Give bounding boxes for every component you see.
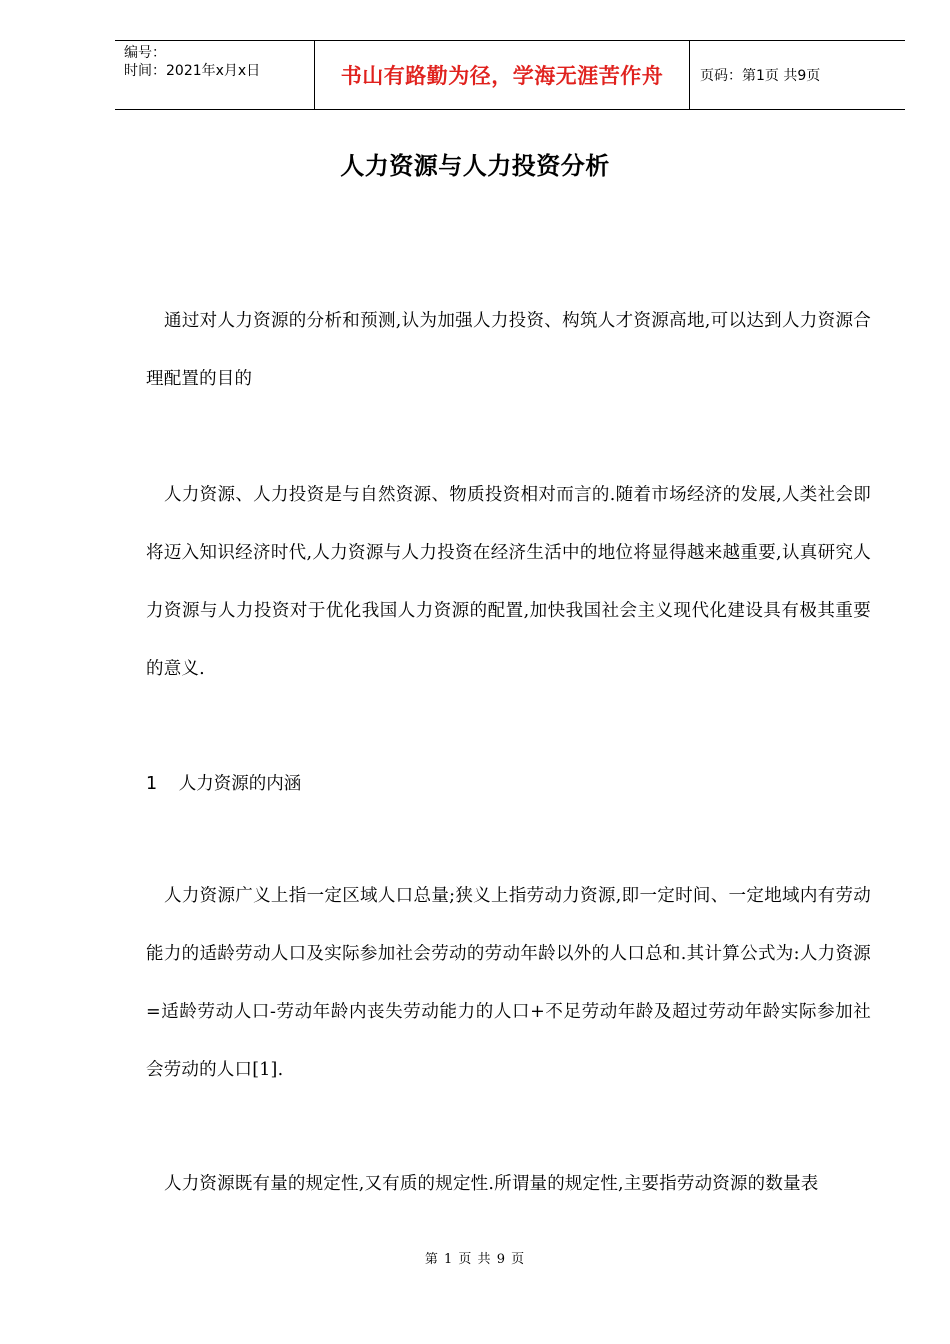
page-header [115,40,905,110]
header-slogan: 书山有路勤为径，学海无涯苦作舟 [315,41,690,109]
document-title: 人力资源与人力投资分析 [340,152,610,180]
section-number: 1 [146,774,158,794]
body-paragraph-definition: 人力资源广义上指一定区域人口总量;狭义上指劳动力资源,即一定时间、一定地域内有劳动能力的适龄劳动人口及实际参加社会劳动的劳动年龄以外的人口总和.其计算公式为:人力资源=适龄劳动人口-劳动年龄内丧失劳动能力的人口+不足劳动年龄及超过劳动年龄实际参加社会劳动的人口[1]. [146,886,871,1080]
document-time-label: 时间：2021年x月x日 [124,63,261,79]
abstract-paragraph: 通过对人力资源的分析和预测,认为加强人力投资、构筑人才资源高地,可以达到人力资源合理配置的目的 [146,311,871,389]
intro-paragraph: 人力资源、人力投资是与自然资源、物质投资相对而言的.随着市场经济的发展,人类社会即将迈入知识经济时代,人力资源与人力投资在经济生活中的地位将显得越来越重要,认真研究人力资源与人力投资对于优化我国人力资源的配置,加快我国社会主义现代化建设具有极其重要的意义. [146,485,871,679]
body-paragraph-quantity: 人力资源既有量的规定性,又有质的规定性.所谓量的规定性,主要指劳动资源的数量表 [164,1174,819,1194]
section-heading [146,770,871,795]
section-title: 人力资源的内涵 [178,774,302,794]
document-number-label: 编号： [124,45,166,61]
page-footer: 第 1 页 共 9 页 [424,1252,526,1267]
header-meta [115,41,315,109]
header-page-info: 页码：第1页 共9页 [700,68,821,84]
